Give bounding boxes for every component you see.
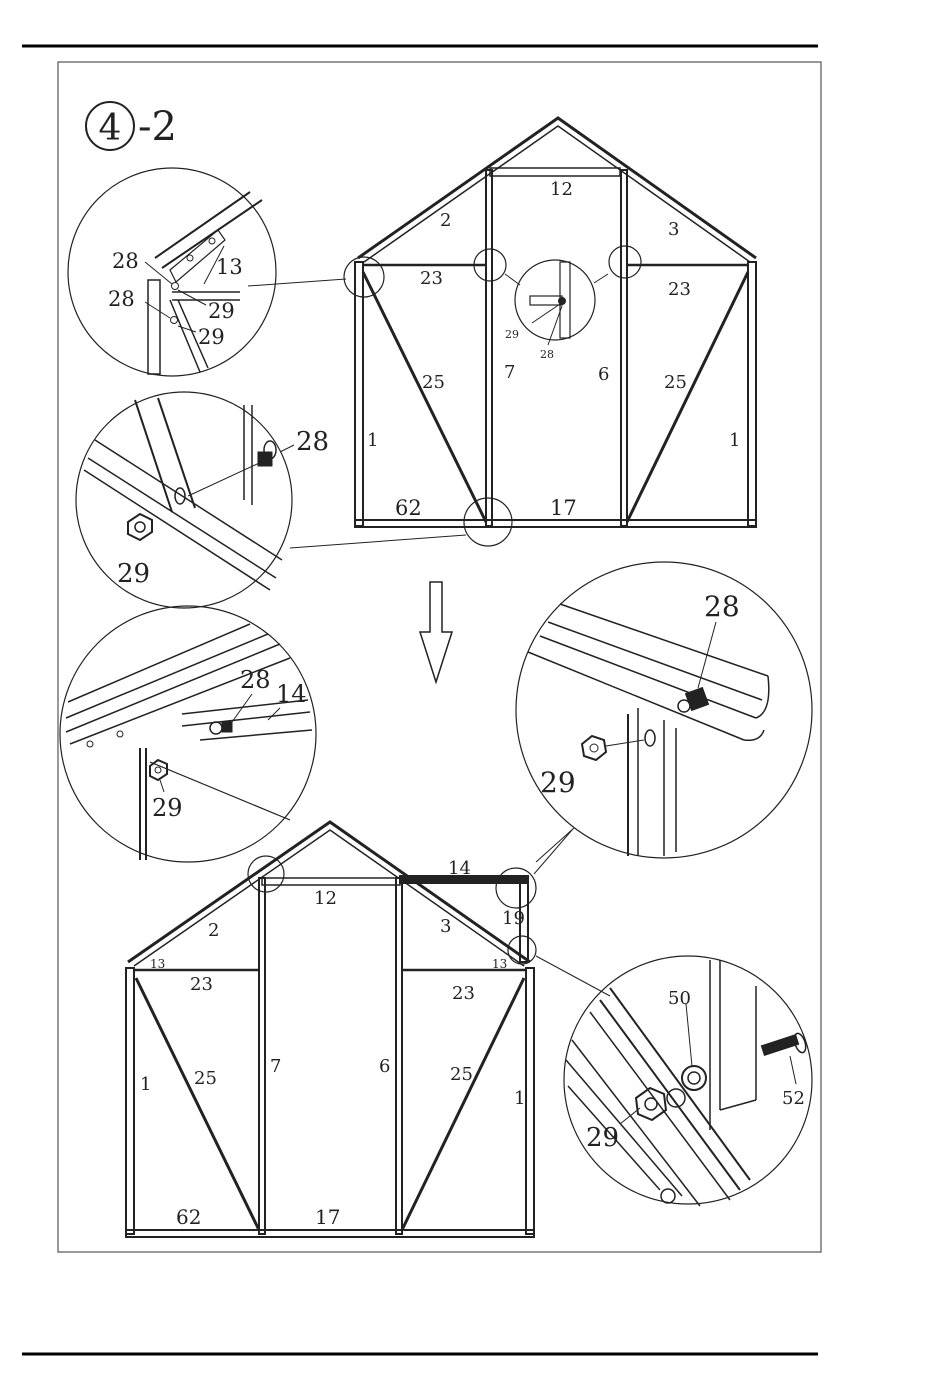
label-sill-17: 17 — [550, 496, 577, 520]
label-sill-17: 17 — [315, 1205, 341, 1229]
detail-mid-left-labels — [117, 427, 329, 589]
label-post-1-right: 1 — [514, 1088, 526, 1109]
label-nut-29-b: 29 — [198, 325, 225, 349]
detail-lower-left — [60, 606, 316, 862]
detail-lower-left-labels — [152, 666, 307, 822]
label-nut-29: 29 — [152, 794, 183, 822]
label-screw-52: 52 — [782, 1088, 805, 1109]
label-ridge-12: 12 — [550, 179, 573, 200]
down-arrow — [420, 582, 452, 682]
label-post-1-right: 1 — [729, 430, 741, 451]
label-beam-23-left: 23 — [420, 268, 443, 289]
label-nut-29: 29 — [586, 1123, 620, 1153]
label-gable-2: 2 — [440, 210, 452, 231]
label-door-post-6: 6 — [598, 364, 610, 385]
label-inset-nut-29: 29 — [505, 328, 519, 341]
step-number: 4 — [98, 108, 122, 149]
label-bracket-13: 13 — [216, 255, 243, 279]
bottom-frame-assembly — [126, 822, 610, 1237]
label-post-1-left: 1 — [367, 430, 379, 451]
label-sill-62: 62 — [176, 1205, 202, 1229]
label-beam-23-left: 23 — [190, 974, 213, 995]
label-bracket-13-right: 13 — [492, 957, 508, 971]
detail-lower-right-labels — [540, 590, 740, 799]
detail-lower-right — [516, 562, 812, 862]
label-door-post-7: 7 — [270, 1056, 282, 1077]
label-beam-23-right: 23 — [452, 983, 475, 1004]
label-ridge-12: 12 — [314, 888, 337, 909]
label-brace-25-right: 25 — [450, 1064, 473, 1085]
detail-top-left-labels — [108, 249, 243, 349]
label-nut-29-a: 29 — [208, 299, 235, 323]
label-rail-14: 14 — [276, 680, 307, 708]
label-bolt-28-b: 28 — [108, 287, 135, 311]
top-assembly-labels — [367, 179, 740, 520]
label-post-1-left: 1 — [140, 1074, 152, 1095]
detail-top-left — [68, 168, 276, 376]
label-gable-2: 2 — [208, 920, 220, 941]
label-bolt-28: 28 — [296, 427, 330, 457]
label-beam-23-right: 23 — [668, 279, 691, 300]
label-sill-62: 62 — [395, 496, 422, 520]
label-washer-50: 50 — [668, 988, 691, 1009]
label-nut-29: 29 — [540, 766, 576, 799]
label-inset-bolt-28: 28 — [540, 348, 554, 361]
label-brace-25-right: 25 — [664, 372, 687, 393]
label-bracket-13-left: 13 — [150, 957, 166, 971]
label-top-rail-14: 14 — [448, 858, 471, 879]
label-bolt-28-a: 28 — [112, 249, 139, 273]
label-gable-3: 3 — [668, 219, 680, 240]
label-brace-25-left: 25 — [194, 1068, 217, 1089]
step-suffix: -2 — [138, 104, 177, 150]
label-side-bar-19: 19 — [502, 908, 525, 929]
label-door-post-6: 6 — [379, 1056, 391, 1077]
label-brace-25-left: 25 — [422, 372, 445, 393]
top-frame-assembly — [248, 118, 756, 548]
detail-mid-left — [76, 392, 294, 608]
step-heading — [86, 102, 177, 150]
label-bolt-28: 28 — [240, 666, 271, 694]
label-bolt-28: 28 — [704, 590, 740, 623]
label-nut-29: 29 — [117, 559, 151, 589]
label-gable-3: 3 — [440, 916, 452, 937]
label-door-post-7: 7 — [504, 362, 516, 383]
